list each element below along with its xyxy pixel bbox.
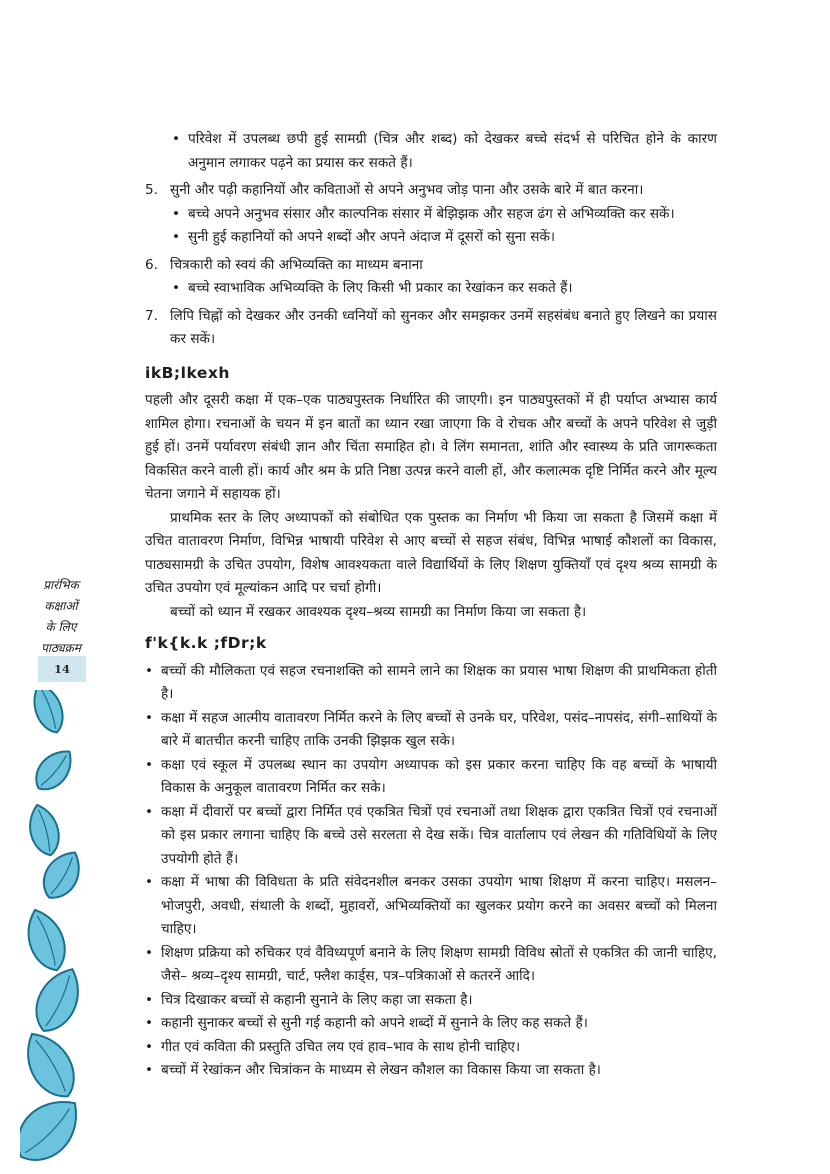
list-item-text: कक्षा में दीवारों पर बच्चों द्वारा निर्मित एवं एकत्रित चित्रों एवं रचनाओं तथा शिक्षक द्वारा एकत्रित चित्रों एवं रचनाओं को इस प्रकार लगाना चाहिए कि बच्चे उसे सरलता से देख सकें। चित्र वार्तालाप एवं लेखन की गतिविधियों के लिए उपयोगी होते हैं। xyxy=(161,803,717,867)
item-text: चित्रकारी को स्वयं की अभिव्यक्ति का माध्यम बनाना xyxy=(170,256,423,273)
sub-bullet-text: बच्चे अपने अनुभव संसार और काल्पनिक संसार में बेझिझक और सहज ढंग से अभिव्यक्ति कर सकें। xyxy=(188,205,675,222)
bullet-dot: • xyxy=(145,874,154,890)
paragraph: प्राथमिक स्तर के लिए अध्यापकों को संबोधित एक पुस्तक का निर्माण भी किया जा सकता है जिसमें कक्षा में उचित वातावरण निर्माण, विभिन्न भाषायी परिवेश से आए बच्चों से सहज संबंध, विभिन्न भाषाई कौशलों का विकास, पाठ्यसामग्री के उचित उपयोग, विशेष आवश्यकता वाले विद्यार्थियों के लिए शिक्षण युक्तियाँ एवं दृश्य श्रव्य सामग्री के उचित उपयोग एवं मूल्यांकन आदि पर चर्चा होगी। xyxy=(145,509,717,596)
paragraph: बच्चों को ध्यान में रखकर आवश्यक दृश्य–श्रव्य सामग्री का निर्माण किया जा सकता है। xyxy=(170,603,587,620)
list-item-text: गीत एवं कविता की प्रस्तुति उचित लय एवं हाव–भाव के साथ होनी चाहिए। xyxy=(161,1038,521,1055)
bullet-dot: • xyxy=(145,803,154,820)
leaf-icon xyxy=(20,904,73,975)
item-number: 5. xyxy=(145,182,158,198)
list-item-text: कहानी सुनाकर बच्चों से सुनी गई कहानी को अपने शब्दों में सुनाने के लिए कह सकते हैं। xyxy=(161,1015,588,1031)
list-item xyxy=(145,707,717,754)
list-item xyxy=(145,1059,717,1083)
list-item-text: कक्षा में भाषा की विविधता के प्रति संवेदनशील बनकर उसका उपयोग भाषा शिक्षण में करना चाहिए। मसलन– भोजपुरी, अवधी, संथाली के शब्दों, मुहावरों, अभिव्यक्तियों का खुलकर प्रयोग करने का अवसर बच्चों को मिलना चाहिए। xyxy=(161,874,717,937)
sub-bullet-item xyxy=(145,128,717,175)
list-item-text: बच्चों में रेखांकन और चित्रांकन के माध्यम से लेखन कौशल का विकास किया जा सकता है। xyxy=(161,1062,601,1078)
leaf-icon xyxy=(27,690,69,737)
bullet-dot: • xyxy=(145,1062,154,1078)
section-heading-textbook: ikB;lkexh xyxy=(145,363,230,382)
teaching-bullet-list xyxy=(145,660,717,1083)
leaf-decoration xyxy=(20,690,110,1170)
item-number: 7. xyxy=(145,307,158,324)
list-item-text: शिक्षण प्रक्रिया को रुचिकर एवं वैविध्यपूर्ण बनाने के लिए शिक्षण सामग्री विविध स्रोतों से एकत्रित की जानी चाहिए, जैसे– श्रव्य–दृश्य सामग्री, चार्ट, फ्लैश कार्ड्स, पत्र–पत्रिकाओं से कतरनें आदि। xyxy=(161,944,717,984)
sub-bullet-text: बच्चे स्वाभाविक अभिव्यक्ति के लिए किसी भी प्रकार का रेखांकन कर सकते हैं। xyxy=(188,280,573,296)
list-item xyxy=(145,989,717,1013)
list-item-text: चित्र दिखाकर बच्चों से कहानी सुनाने के लिए कहा जा सकता है। xyxy=(161,991,473,1008)
leaf-icon xyxy=(20,1024,85,1106)
numbered-item-5 xyxy=(145,179,717,203)
bullet-dot: • xyxy=(172,280,181,296)
list-item xyxy=(145,754,717,801)
list-item xyxy=(145,801,717,872)
sub-bullet-item xyxy=(145,277,717,301)
list-item xyxy=(145,871,717,942)
page-number: 14 xyxy=(38,656,86,682)
list-item-text: कक्षा में सहज आत्मीय वातावरण निर्मित करने के लिए बच्चों से उनके घर, परिवेश, पसंद–नापसंद, संगी–साथियों के बारे में बातचीत करनी चाहिए ताकि उनकी झिझक खुल सके। xyxy=(161,709,717,749)
bullet-dot: • xyxy=(172,131,181,147)
sub-bullet-text: सुनी हुई कहानियों को अपने शब्दों और अपने अंदाज में दूसरों को सुना सकें। xyxy=(188,229,556,245)
numbered-item-7 xyxy=(145,305,717,352)
bullet-dot: • xyxy=(172,229,181,245)
bullet-dot: • xyxy=(145,756,154,773)
list-item xyxy=(145,1012,717,1036)
item-number: 6. xyxy=(145,256,158,273)
bullet-dot: • xyxy=(145,944,154,961)
item-text: लिपि चिह्नों को देखकर और उनकी ध्वनियों को सुनकर और समझकर उनमें सहसंबंध बनाते हुए लिखने का प्रयास कर सकें। xyxy=(170,307,717,347)
main-content xyxy=(145,128,717,1083)
item-text: सुनी और पढ़ी कहानियों और कविताओं से अपने अनुभव जोड़ पाना और उसके बारे में बात करना। xyxy=(170,182,644,198)
list-item xyxy=(145,1036,717,1060)
sidebar-line: कक्षाओं xyxy=(44,599,78,613)
bullet-dot: • xyxy=(145,709,154,726)
section-heading-teaching-methods: f'k{k.k ;fDr;k xyxy=(145,634,267,652)
paragraph: पहली और दूसरी कक्षा में एक–एक पाठ्यपुस्तक निर्धारित की जाएगी। इन पाठ्यपुस्तकों में ही पर्याप्त अभ्यास कार्य शामिल होगा। रचनाओं के चयन में इन बातों का ध्यान रखा जाएगा कि वे रोचक और बच्चों के अपने परिवेश से जुड़ी हुई हों। उनमें पर्यावरण संबंधी ज्ञान और चिंता समाहित हो। वे लिंग समानता, शांति और स्वास्थ्य के प्रति जागरूकता विकसित करने वाली हों। कार्य और श्रम के प्रति निष्ठा उत्पन्न करने वाली हों, और कलात्मक दृष्टि निर्मित करने और मूल्य चेतना जगाने में सहायक हों। xyxy=(145,392,717,502)
sub-bullet-item xyxy=(145,203,717,227)
bullet-dot: • xyxy=(145,1015,154,1031)
sidebar-line: प्रारंभिक xyxy=(43,578,79,592)
bullet-dot: • xyxy=(145,991,154,1008)
sidebar-line: के लिए xyxy=(45,620,77,634)
sub-bullet-item xyxy=(145,226,717,250)
leaf-icon xyxy=(24,801,64,858)
leaf-icon xyxy=(20,1087,91,1170)
list-item-text: बच्चों की मौलिकता एवं सहज रचनाशक्ति को सामने लाने का शिक्षक का प्रयास भाषा शिक्षण की प्राथमिकता होती है। xyxy=(161,662,717,702)
sidebar-book-title xyxy=(30,575,92,659)
list-item xyxy=(145,942,717,989)
leaf-icon xyxy=(27,961,89,1038)
list-item-text: कक्षा एवं स्कूल में उपलब्ध स्थान का उपयोग अध्यापक को इस प्रकार करना चाहिए कि वह बच्चों के भाषायी विकास के अनुकूल वातावरण निर्मित कर सके। xyxy=(161,756,717,796)
numbered-item-6 xyxy=(145,254,717,278)
sidebar-line: पाठ्यक्रम xyxy=(41,641,81,655)
bullet-dot: • xyxy=(145,662,154,679)
bullet-dot: • xyxy=(172,205,181,222)
list-item xyxy=(145,660,717,707)
sub-bullet-text: परिवेश में उपलब्ध छपी हुई सामग्री (चित्र और शब्द) को देखकर बच्चे संदर्भ से परिचित होने के कारण अनुमान लगाकर पढ़ने का प्रयास कर सकते हैं। xyxy=(188,131,717,171)
leaf-icon xyxy=(35,845,88,906)
leaf-icon xyxy=(28,743,80,797)
bullet-dot: • xyxy=(145,1038,154,1055)
